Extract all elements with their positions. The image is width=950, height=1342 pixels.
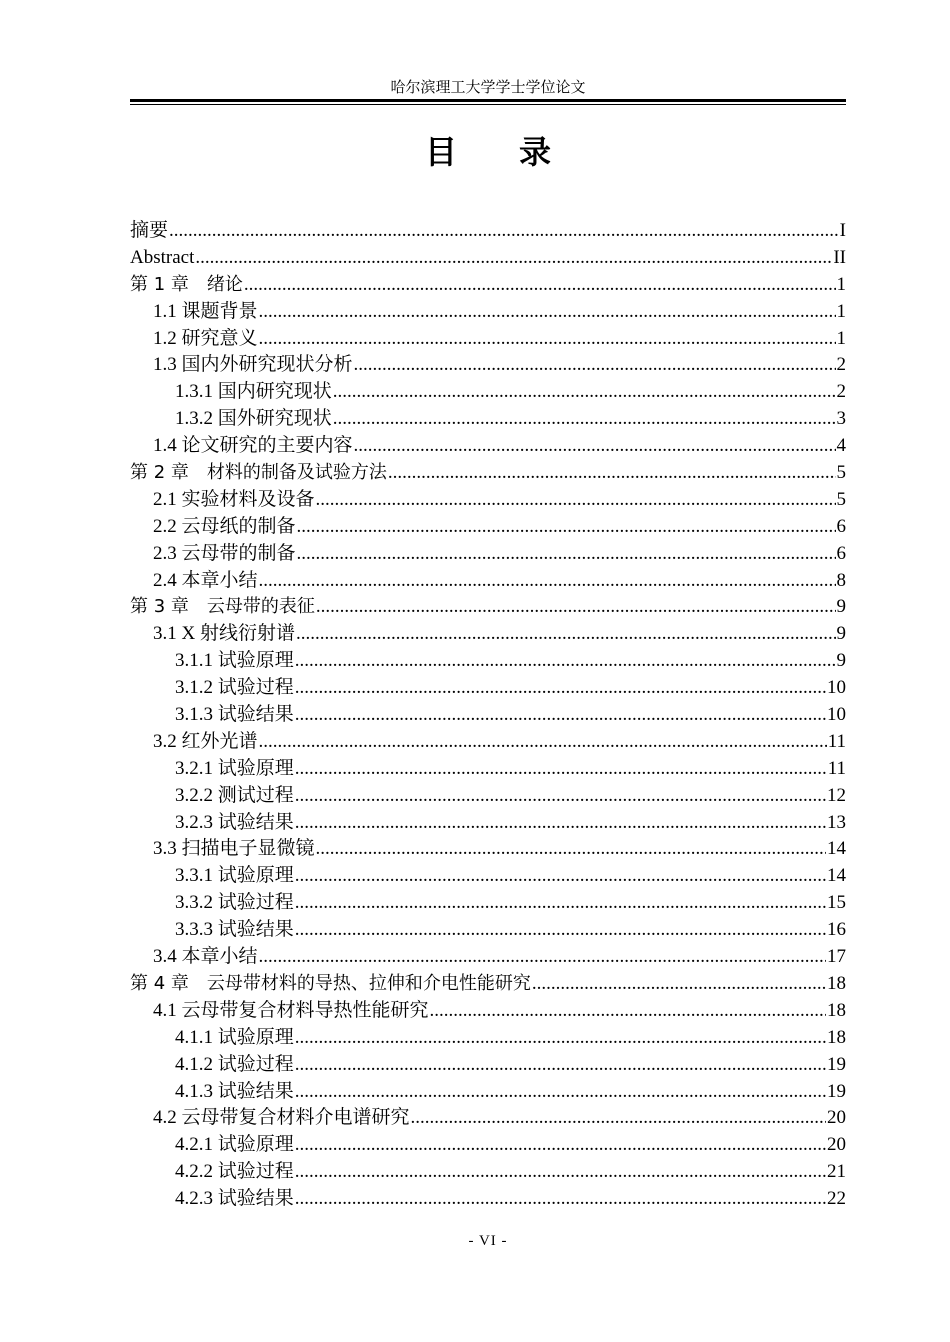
toc-entry-page: I [839, 220, 846, 241]
toc-entry[interactable] [130, 487, 846, 514]
toc-entry-label: 1.3 国内外研究现状分析 [153, 354, 353, 376]
header-rule-thick [130, 99, 846, 102]
toc-leader-dots [316, 487, 836, 514]
toc-entry-label: Abstract [130, 246, 195, 268]
toc-leader-dots [295, 1132, 826, 1159]
toc-leader-dots [297, 541, 836, 568]
toc-entry-page: 2 [836, 354, 846, 376]
toc-entry-label: 3.3.2 试验过程 [175, 892, 294, 914]
toc-entry-page: 1 [836, 300, 846, 322]
toc-entry[interactable] [130, 998, 846, 1025]
toc-entry-page: 5 [836, 488, 846, 510]
toc-entry-page: 4 [836, 435, 846, 457]
toc-entry-page: 9 [836, 596, 846, 618]
toc-entry-label: 3.1 X 射线衍射谱 [153, 623, 295, 645]
toc-entry-page: 18 [827, 1026, 846, 1048]
toc-entry[interactable] [130, 594, 846, 621]
header-rule-thin [130, 104, 846, 105]
toc-entry-label: 2.3 云母带的制备 [153, 542, 296, 564]
toc-entry-page: 11 [827, 757, 846, 779]
toc-leader-dots [295, 1186, 826, 1213]
toc-leader-dots [259, 729, 827, 756]
toc-leader-dots [295, 863, 826, 890]
toc-leader-dots [295, 917, 826, 944]
toc-entry-page: 17 [827, 946, 846, 968]
toc-entry-label: 4.1.1 试验原理 [175, 1026, 294, 1048]
toc-leader-dots [333, 379, 836, 406]
title-char-2: 录 [519, 133, 552, 171]
toc-entry-page: 18 [827, 972, 846, 994]
toc-entry[interactable] [130, 406, 846, 433]
toc-entry[interactable] [130, 1052, 846, 1079]
toc-leader-dots [295, 1159, 826, 1186]
toc-leader-dots [295, 1025, 826, 1052]
toc-entry-page: 13 [827, 811, 846, 833]
toc-entry[interactable] [130, 299, 846, 326]
toc-entry-page: 19 [827, 1053, 846, 1075]
toc-entry[interactable] [130, 272, 846, 299]
toc-entry-page: 10 [827, 677, 846, 699]
toc-entry-label: 4.1.2 试验过程 [175, 1053, 294, 1075]
toc-entry-page: 9 [836, 650, 846, 672]
toc-leader-dots [244, 272, 836, 299]
toc-entry-label: 1.3.2 国外研究现状 [175, 408, 332, 430]
toc-entry[interactable] [130, 1132, 846, 1159]
toc-entry-label: 4.2 云母带复合材料介电谱研究 [153, 1107, 410, 1129]
toc-entry-label: 3.2.2 测试过程 [175, 784, 294, 806]
toc-leader-dots [195, 245, 832, 272]
toc-entry[interactable] [130, 756, 846, 783]
toc-entry-page: 12 [827, 784, 846, 806]
toc-entry-label: 3.3.1 试验原理 [175, 865, 294, 887]
toc-entry-label: 2.1 实验材料及设备 [153, 488, 315, 510]
toc-entry-page: 3 [836, 408, 846, 430]
toc-leader-dots [295, 1052, 826, 1079]
toc-entry[interactable] [130, 863, 846, 890]
toc-leader-dots [295, 756, 827, 783]
toc-entry-label: 3.1.1 试验原理 [175, 650, 294, 672]
toc-entry[interactable] [130, 460, 846, 487]
toc-entry[interactable] [130, 326, 846, 353]
toc-leader-dots [296, 621, 836, 648]
toc-entry-page: 20 [827, 1107, 846, 1129]
toc-entry-page: 9 [836, 623, 846, 645]
table-of-contents [130, 218, 846, 1213]
toc-entry[interactable] [130, 890, 846, 917]
running-header: 哈尔滨理工大学学士学位论文 [390, 80, 586, 96]
toc-entry-page: 14 [827, 838, 846, 860]
toc-entry[interactable] [130, 675, 846, 702]
toc-leader-dots [354, 433, 836, 460]
toc-entry[interactable] [130, 433, 846, 460]
toc-entry[interactable] [130, 783, 846, 810]
toc-entry[interactable] [130, 621, 846, 648]
toc-entry[interactable] [130, 1025, 846, 1052]
toc-leader-dots [295, 890, 826, 917]
toc-entry-label: 3.2.1 试验原理 [175, 757, 294, 779]
toc-entry[interactable] [130, 352, 846, 379]
toc-leader-dots [295, 783, 826, 810]
toc-entry[interactable] [130, 218, 846, 245]
toc-leader-dots [354, 352, 836, 379]
toc-entry-label: 第 4 章 云母带材料的导热、拉伸和介电性能研究 [130, 972, 531, 994]
page-title [130, 132, 846, 172]
toc-entry-label: 第 1 章 绪论 [130, 273, 243, 295]
toc-entry-label: 4.1.3 试验结果 [175, 1080, 294, 1102]
toc-entry[interactable] [130, 514, 846, 541]
toc-leader-dots [295, 1079, 826, 1106]
toc-entry-label: 2.2 云母纸的制备 [153, 515, 296, 537]
toc-entry[interactable] [130, 648, 846, 675]
toc-leader-dots [295, 675, 826, 702]
toc-entry-label: 3.3 扫描电子显微镜 [153, 838, 315, 860]
toc-entry-label: 第 3 章 云母带的表征 [130, 596, 315, 618]
toc-entry-page: 8 [836, 569, 846, 591]
toc-leader-dots [259, 944, 826, 971]
toc-entry[interactable] [130, 1079, 846, 1106]
toc-entry-page: 19 [827, 1080, 846, 1102]
toc-entry-label: 4.2.1 试验原理 [175, 1134, 294, 1156]
toc-entry[interactable] [130, 944, 846, 971]
toc-entry-label: 3.2 红外光谱 [153, 730, 258, 752]
toc-entry-label: 3.2.3 试验结果 [175, 811, 294, 833]
toc-entry[interactable] [130, 541, 846, 568]
toc-entry-label: 3.4 本章小结 [153, 946, 258, 968]
toc-leader-dots [259, 326, 836, 353]
toc-entry-page: 14 [827, 865, 846, 887]
page-number: - VI - [468, 1233, 508, 1249]
toc-entry[interactable] [130, 1186, 846, 1213]
toc-entry-page: 5 [836, 462, 846, 484]
toc-entry-label: 1.4 论文研究的主要内容 [153, 435, 353, 457]
toc-leader-dots [316, 594, 836, 621]
toc-entry-label: 4.2.3 试验结果 [175, 1188, 294, 1210]
toc-entry-page: 1 [836, 327, 846, 349]
toc-leader-dots [430, 998, 826, 1025]
toc-leader-dots [259, 299, 836, 326]
toc-leader-dots [259, 568, 836, 595]
toc-entry-page: 15 [827, 892, 846, 914]
toc-leader-dots [333, 406, 836, 433]
toc-entry[interactable] [130, 568, 846, 595]
toc-entry-label: 1.2 研究意义 [153, 327, 258, 349]
toc-entry[interactable] [130, 917, 846, 944]
toc-entry[interactable] [130, 810, 846, 837]
toc-entry-label: 4.2.2 试验过程 [175, 1161, 294, 1183]
toc-entry-page: 21 [827, 1161, 846, 1183]
toc-entry-label: 摘要 [130, 220, 169, 241]
toc-entry-page: 22 [827, 1188, 846, 1210]
toc-entry-page: 6 [836, 542, 846, 564]
toc-entry-page: II [833, 246, 846, 268]
toc-entry[interactable] [130, 245, 846, 272]
toc-leader-dots [316, 836, 826, 863]
toc-leader-dots [295, 702, 826, 729]
toc-entry-label: 4.1 云母带复合材料导热性能研究 [153, 999, 429, 1021]
toc-leader-dots [411, 1105, 826, 1132]
toc-entry[interactable] [130, 971, 846, 998]
toc-entry-page: 6 [836, 515, 846, 537]
toc-entry-label: 1.1 课题背景 [153, 300, 258, 322]
toc-entry-label: 1.3.1 国内研究现状 [175, 381, 332, 403]
toc-entry-page: 18 [827, 999, 846, 1021]
toc-leader-dots [388, 460, 836, 487]
toc-entry-page: 20 [827, 1134, 846, 1156]
toc-leader-dots [532, 971, 826, 998]
toc-entry-page: 10 [827, 704, 846, 726]
toc-leader-dots [295, 810, 826, 837]
toc-entry[interactable] [130, 702, 846, 729]
toc-entry-page: 11 [827, 730, 846, 752]
toc-entry[interactable] [130, 1159, 846, 1186]
toc-leader-dots [169, 218, 839, 245]
toc-entry-label: 3.3.3 试验结果 [175, 919, 294, 941]
toc-entry-label: 3.1.2 试验过程 [175, 677, 294, 699]
toc-entry[interactable] [130, 836, 846, 863]
toc-leader-dots [295, 648, 836, 675]
toc-entry-page: 2 [836, 381, 846, 403]
toc-entry[interactable] [130, 379, 846, 406]
toc-entry[interactable] [130, 1105, 846, 1132]
toc-entry-page: 16 [827, 919, 846, 941]
toc-entry-label: 第 2 章 材料的制备及试验方法 [130, 462, 387, 484]
toc-leader-dots [297, 514, 836, 541]
toc-entry-page: 1 [836, 273, 846, 295]
title-char-1: 目 [424, 133, 457, 171]
toc-entry-label: 3.1.3 试验结果 [175, 704, 294, 726]
toc-entry-label: 2.4 本章小结 [153, 569, 258, 591]
toc-entry[interactable] [130, 729, 846, 756]
